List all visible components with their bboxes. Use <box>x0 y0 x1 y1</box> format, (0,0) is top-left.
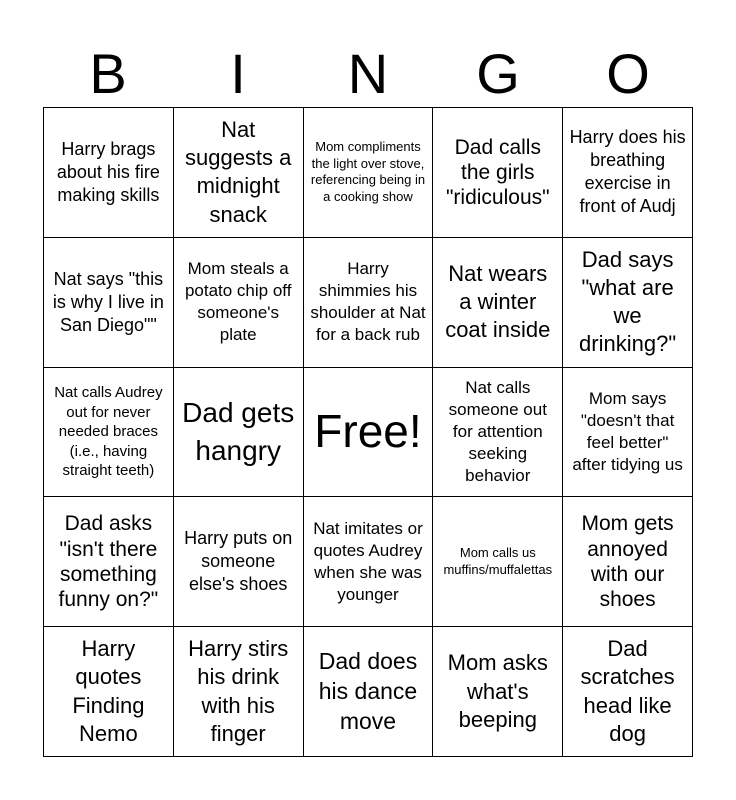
bingo-board <box>43 107 693 757</box>
bingo-cell[interactable]: Mom steals a potato chip off someone's plate <box>174 238 304 368</box>
bingo-cell[interactable]: Dad gets hangry <box>174 368 304 498</box>
bingo-cell[interactable]: Harry stirs his drink with his finger <box>174 627 304 757</box>
bingo-cell[interactable]: Nat suggests a midnight snack <box>174 108 304 238</box>
header-letter-b: B <box>89 42 127 105</box>
bingo-cell[interactable]: Nat calls Audrey out for never needed braces (i.e., having straight teeth) <box>44 368 174 498</box>
header-letter-o: O <box>606 42 650 105</box>
bingo-cell[interactable]: Dad does his dance move <box>304 627 434 757</box>
bingo-cell[interactable]: Mom compliments the light over stove, referencing being in a cooking show <box>304 108 434 238</box>
header-letter-i: I <box>230 42 246 105</box>
bingo-cell[interactable]: Nat calls someone out for attention seeking behavior <box>433 368 563 498</box>
bingo-cell[interactable]: Harry puts on someone else's shoes <box>174 497 304 627</box>
bingo-cell[interactable]: Dad calls the girls "ridiculous" <box>433 108 563 238</box>
bingo-cell[interactable]: Mom says "doesn't that feel better" after tidying us <box>563 368 693 498</box>
header-letter-n: N <box>347 42 389 105</box>
bingo-cell[interactable]: Mom calls us muffins/muffalettas <box>433 497 563 627</box>
bingo-cell[interactable]: Mom gets annoyed with our shoes <box>563 497 693 627</box>
bingo-header <box>43 40 693 108</box>
header-letter-g: G <box>476 42 520 105</box>
bingo-cell[interactable]: Harry does his breathing exercise in front of Audj <box>563 108 693 238</box>
bingo-cell[interactable]: Nat says "this is why I live in San Diego"" <box>44 238 174 368</box>
bingo-cell[interactable]: Nat wears a winter coat inside <box>433 238 563 368</box>
free-space[interactable]: Free! <box>304 368 434 498</box>
bingo-cell[interactable]: Harry quotes Finding Nemo <box>44 627 174 757</box>
bingo-cell[interactable]: Dad asks "isn't there something funny on?" <box>44 497 174 627</box>
bingo-cell[interactable]: Mom asks what's beeping <box>433 627 563 757</box>
bingo-cell[interactable]: Dad scratches head like dog <box>563 627 693 757</box>
bingo-cell[interactable]: Nat imitates or quotes Audrey when she was younger <box>304 497 434 627</box>
bingo-cell[interactable]: Dad says "what are we drinking?" <box>563 238 693 368</box>
bingo-cell[interactable]: Harry shimmies his shoulder at Nat for a back rub <box>304 238 434 368</box>
bingo-cell[interactable]: Harry brags about his fire making skills <box>44 108 174 238</box>
